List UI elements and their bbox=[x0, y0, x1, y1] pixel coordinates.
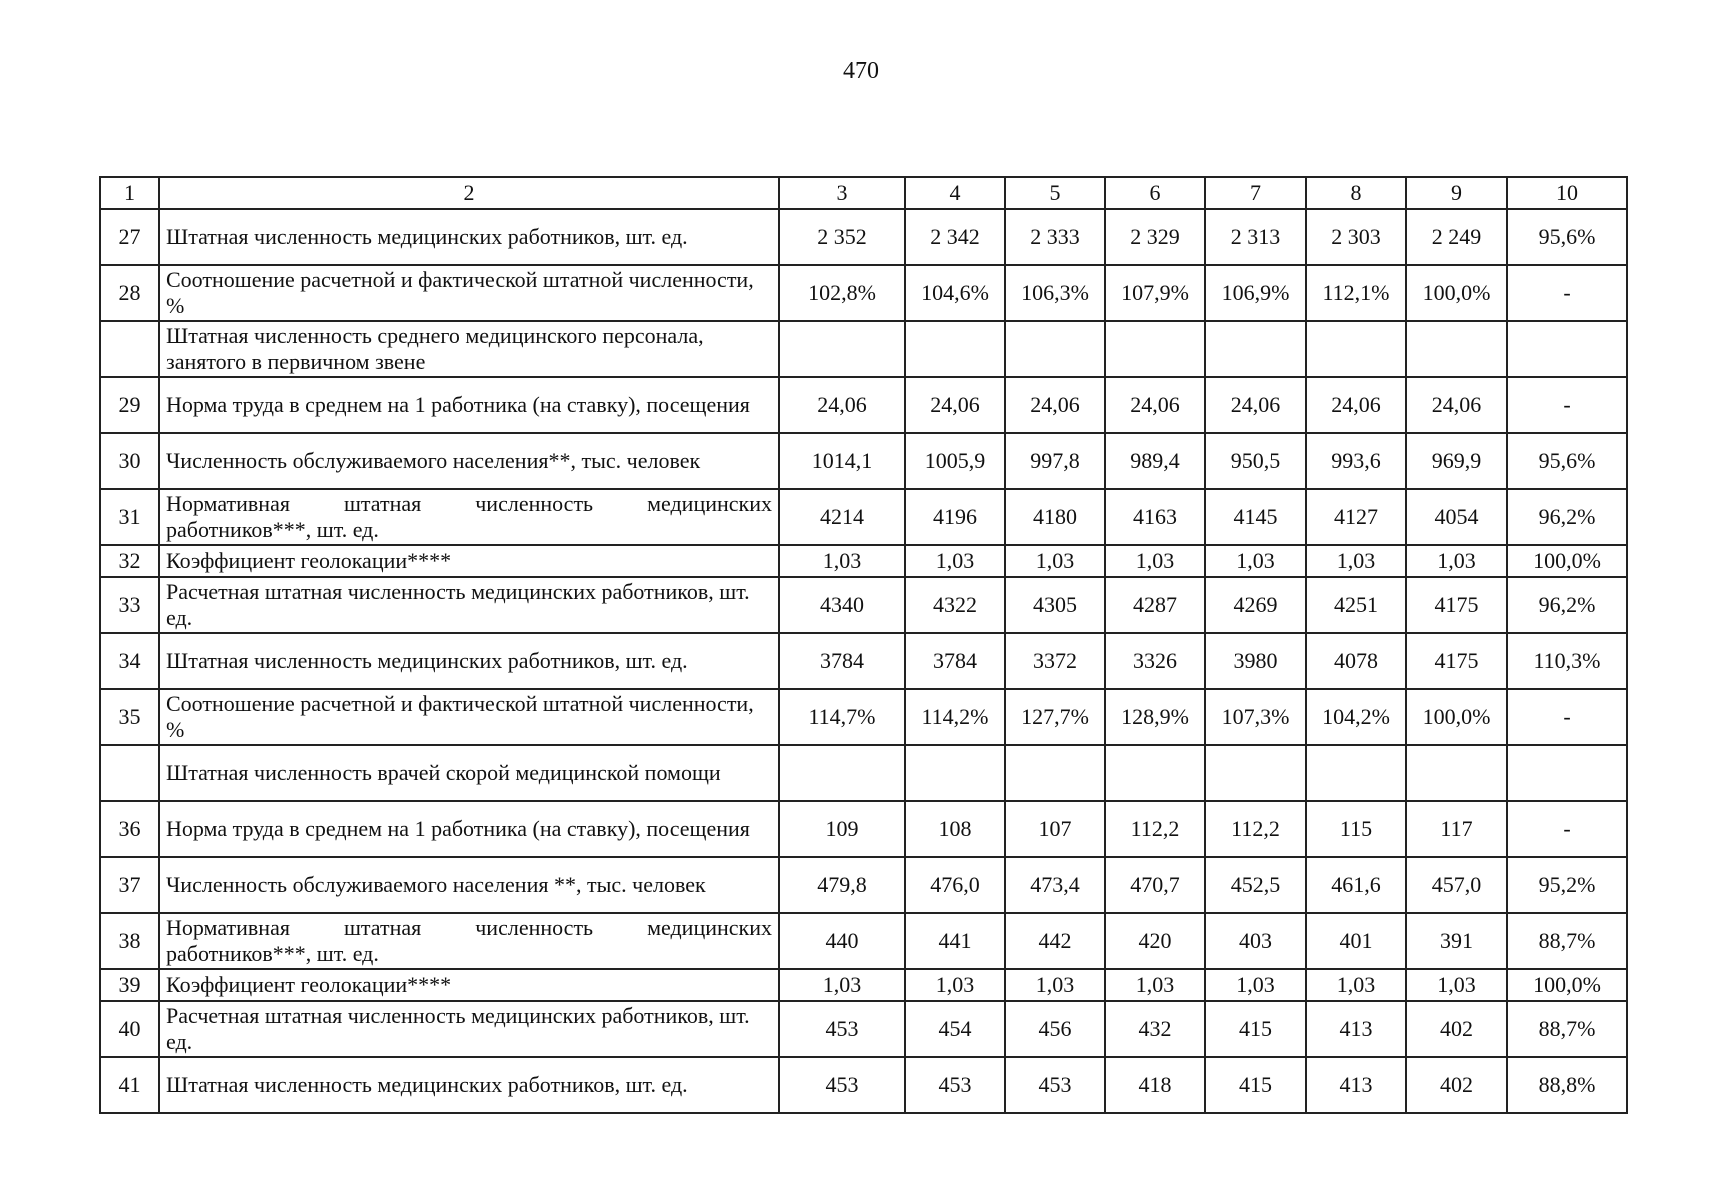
row-value-cell: 440 bbox=[779, 913, 905, 969]
row-description: Соотношение расчетной и фактической штатной численности, % bbox=[159, 689, 779, 745]
row-value-cell: 24,06 bbox=[1306, 377, 1406, 433]
row-number: 29 bbox=[100, 377, 159, 433]
row-value-cell: 1,03 bbox=[1406, 969, 1507, 1001]
row-value-cell: 4054 bbox=[1406, 489, 1507, 545]
row-value-cell: 969,9 bbox=[1406, 433, 1507, 489]
row-description: Коэффициент геолокации**** bbox=[159, 969, 779, 1001]
table-row bbox=[100, 1057, 1627, 1113]
row-value-cell: 107 bbox=[1005, 801, 1105, 857]
row-ratio-cell: 110,3% bbox=[1507, 633, 1627, 689]
row-value-cell: 109 bbox=[779, 801, 905, 857]
row-ratio-cell: 88,7% bbox=[1507, 1001, 1627, 1057]
row-value-cell: 4078 bbox=[1306, 633, 1406, 689]
row-ratio-cell: - bbox=[1507, 689, 1627, 745]
row-value-cell bbox=[1105, 745, 1205, 801]
row-ratio-cell: - bbox=[1507, 377, 1627, 433]
row-value-cell: 1,03 bbox=[1205, 545, 1306, 577]
row-value-cell: 107,9% bbox=[1105, 265, 1205, 321]
row-value-cell: 4340 bbox=[779, 577, 905, 633]
column-header: 3 bbox=[779, 177, 905, 209]
row-value-cell: 100,0% bbox=[1406, 689, 1507, 745]
row-number: 32 bbox=[100, 545, 159, 577]
row-value-cell: 453 bbox=[1005, 1057, 1105, 1113]
row-value-cell: 457,0 bbox=[1406, 857, 1507, 913]
row-value-cell: 993,6 bbox=[1306, 433, 1406, 489]
row-description: Штатная численность среднего медицинского персонала, занятого в первичном звене bbox=[159, 321, 779, 377]
row-value-cell: 1014,1 bbox=[779, 433, 905, 489]
column-header: 5 bbox=[1005, 177, 1105, 209]
row-value-cell bbox=[1205, 321, 1306, 377]
row-ratio-cell: 95,2% bbox=[1507, 857, 1627, 913]
row-value-cell: 415 bbox=[1205, 1001, 1306, 1057]
row-number: 33 bbox=[100, 577, 159, 633]
table-row bbox=[100, 377, 1627, 433]
row-value-cell: 112,1% bbox=[1306, 265, 1406, 321]
staffing-table bbox=[99, 176, 1628, 1114]
row-value-cell: 1,03 bbox=[1306, 969, 1406, 1001]
row-value-cell: 1,03 bbox=[779, 969, 905, 1001]
row-value-cell bbox=[1005, 745, 1105, 801]
row-value-cell: 3372 bbox=[1005, 633, 1105, 689]
row-value-cell: 4251 bbox=[1306, 577, 1406, 633]
row-value-cell: 117 bbox=[1406, 801, 1507, 857]
row-value-cell: 391 bbox=[1406, 913, 1507, 969]
row-value-cell: 24,06 bbox=[1105, 377, 1205, 433]
row-value-cell: 4287 bbox=[1105, 577, 1205, 633]
row-description: Нормативная штатная численность медицинских работников***, шт. ед. bbox=[159, 489, 779, 545]
row-value-cell: 4145 bbox=[1205, 489, 1306, 545]
row-ratio-cell bbox=[1507, 321, 1627, 377]
row-number: 39 bbox=[100, 969, 159, 1001]
row-value-cell: 4127 bbox=[1306, 489, 1406, 545]
row-value-cell: 104,6% bbox=[905, 265, 1005, 321]
row-description: Коэффициент геолокации**** bbox=[159, 545, 779, 577]
column-header: 9 bbox=[1406, 177, 1507, 209]
row-value-cell: 114,2% bbox=[905, 689, 1005, 745]
row-value-cell: 24,06 bbox=[779, 377, 905, 433]
row-value-cell: 128,9% bbox=[1105, 689, 1205, 745]
row-value-cell: 453 bbox=[779, 1057, 905, 1113]
row-value-cell: 441 bbox=[905, 913, 1005, 969]
row-value-cell: 4180 bbox=[1005, 489, 1105, 545]
row-value-cell: 4175 bbox=[1406, 633, 1507, 689]
row-value-cell: 4196 bbox=[905, 489, 1005, 545]
row-value-cell: 461,6 bbox=[1306, 857, 1406, 913]
row-value-cell: 106,3% bbox=[1005, 265, 1105, 321]
row-value-cell: 989,4 bbox=[1105, 433, 1205, 489]
row-description: Штатная численность медицинских работников, шт. ед. bbox=[159, 633, 779, 689]
row-value-cell: 2 352 bbox=[779, 209, 905, 265]
row-value-cell: 454 bbox=[905, 1001, 1005, 1057]
row-value-cell bbox=[1105, 321, 1205, 377]
row-value-cell: 470,7 bbox=[1105, 857, 1205, 913]
row-value-cell: 413 bbox=[1306, 1001, 1406, 1057]
row-description: Штатная численность врачей скорой медицинской помощи bbox=[159, 745, 779, 801]
row-value-cell: 1005,9 bbox=[905, 433, 1005, 489]
row-description: Нормативная штатная численность медицинских работников***, шт. ед. bbox=[159, 913, 779, 969]
row-value-cell: 100,0% bbox=[1406, 265, 1507, 321]
row-value-cell: 2 342 bbox=[905, 209, 1005, 265]
row-value-cell bbox=[779, 745, 905, 801]
row-description: Численность обслуживаемого населения **, тыс. человек bbox=[159, 857, 779, 913]
row-value-cell: 114,7% bbox=[779, 689, 905, 745]
row-value-cell: 4269 bbox=[1205, 577, 1306, 633]
row-value-cell: 1,03 bbox=[1005, 545, 1105, 577]
row-ratio-cell: 96,2% bbox=[1507, 577, 1627, 633]
row-description: Расчетная штатная численность медицинских работников, шт. ед. bbox=[159, 1001, 779, 1057]
row-value-cell: 1,03 bbox=[1005, 969, 1105, 1001]
row-value-cell: 4305 bbox=[1005, 577, 1105, 633]
row-value-cell: 479,8 bbox=[779, 857, 905, 913]
row-number: 40 bbox=[100, 1001, 159, 1057]
row-value-cell: 24,06 bbox=[1005, 377, 1105, 433]
row-description: Штатная численность медицинских работников, шт. ед. bbox=[159, 209, 779, 265]
row-number bbox=[100, 745, 159, 801]
row-value-cell: 2 303 bbox=[1306, 209, 1406, 265]
table-row bbox=[100, 689, 1627, 745]
row-value-cell: 442 bbox=[1005, 913, 1105, 969]
row-value-cell: 4214 bbox=[779, 489, 905, 545]
row-value-cell: 456 bbox=[1005, 1001, 1105, 1057]
row-value-cell: 107,3% bbox=[1205, 689, 1306, 745]
row-value-cell: 106,9% bbox=[1205, 265, 1306, 321]
row-value-cell: 4175 bbox=[1406, 577, 1507, 633]
column-header: 1 bbox=[100, 177, 159, 209]
row-value-cell: 2 333 bbox=[1005, 209, 1105, 265]
row-value-cell: 102,8% bbox=[779, 265, 905, 321]
row-value-cell: 108 bbox=[905, 801, 1005, 857]
row-value-cell: 1,03 bbox=[1406, 545, 1507, 577]
row-number: 36 bbox=[100, 801, 159, 857]
table-row bbox=[100, 209, 1627, 265]
row-value-cell bbox=[905, 321, 1005, 377]
row-value-cell: 4163 bbox=[1105, 489, 1205, 545]
row-ratio-cell: - bbox=[1507, 265, 1627, 321]
table-row bbox=[100, 745, 1627, 801]
row-number: 30 bbox=[100, 433, 159, 489]
row-value-cell: 453 bbox=[905, 1057, 1005, 1113]
row-number: 27 bbox=[100, 209, 159, 265]
row-value-cell: 413 bbox=[1306, 1057, 1406, 1113]
row-ratio-cell: 88,8% bbox=[1507, 1057, 1627, 1113]
row-value-cell: 1,03 bbox=[905, 969, 1005, 1001]
column-header: 7 bbox=[1205, 177, 1306, 209]
row-description: Норма труда в среднем на 1 работника (на ставку), посещения bbox=[159, 377, 779, 433]
page-number: 470 bbox=[843, 58, 879, 84]
table-row bbox=[100, 321, 1627, 377]
row-value-cell: 997,8 bbox=[1005, 433, 1105, 489]
row-value-cell: 403 bbox=[1205, 913, 1306, 969]
row-ratio-cell bbox=[1507, 745, 1627, 801]
row-ratio-cell: 96,2% bbox=[1507, 489, 1627, 545]
row-value-cell: 1,03 bbox=[1205, 969, 1306, 1001]
row-number: 35 bbox=[100, 689, 159, 745]
row-number: 41 bbox=[100, 1057, 159, 1113]
row-number bbox=[100, 321, 159, 377]
row-value-cell bbox=[1205, 745, 1306, 801]
row-value-cell: 24,06 bbox=[1406, 377, 1507, 433]
row-value-cell: 452,5 bbox=[1205, 857, 1306, 913]
row-value-cell bbox=[1306, 745, 1406, 801]
row-value-cell: 3980 bbox=[1205, 633, 1306, 689]
row-ratio-cell: 88,7% bbox=[1507, 913, 1627, 969]
row-value-cell: 2 249 bbox=[1406, 209, 1507, 265]
table-row bbox=[100, 633, 1627, 689]
row-value-cell: 24,06 bbox=[1205, 377, 1306, 433]
row-value-cell bbox=[779, 321, 905, 377]
row-value-cell: 1,03 bbox=[905, 545, 1005, 577]
row-value-cell: 420 bbox=[1105, 913, 1205, 969]
table-row bbox=[100, 265, 1627, 321]
row-value-cell bbox=[1306, 321, 1406, 377]
table-body bbox=[100, 209, 1627, 1113]
column-header-row bbox=[100, 177, 1627, 209]
row-value-cell: 401 bbox=[1306, 913, 1406, 969]
row-value-cell: 476,0 bbox=[905, 857, 1005, 913]
row-value-cell: 1,03 bbox=[1306, 545, 1406, 577]
row-value-cell: 2 313 bbox=[1205, 209, 1306, 265]
row-value-cell: 3326 bbox=[1105, 633, 1205, 689]
row-value-cell: 3784 bbox=[905, 633, 1005, 689]
row-ratio-cell: 100,0% bbox=[1507, 969, 1627, 1001]
table-row bbox=[100, 545, 1627, 577]
row-description: Норма труда в среднем на 1 работника (на ставку), посещения bbox=[159, 801, 779, 857]
row-value-cell: 402 bbox=[1406, 1001, 1507, 1057]
row-value-cell bbox=[1406, 745, 1507, 801]
row-value-cell: 473,4 bbox=[1005, 857, 1105, 913]
column-header: 4 bbox=[905, 177, 1005, 209]
row-ratio-cell: 100,0% bbox=[1507, 545, 1627, 577]
row-ratio-cell: 95,6% bbox=[1507, 209, 1627, 265]
column-header: 8 bbox=[1306, 177, 1406, 209]
row-value-cell: 1,03 bbox=[1105, 545, 1205, 577]
row-value-cell bbox=[905, 745, 1005, 801]
row-number: 37 bbox=[100, 857, 159, 913]
row-description: Расчетная штатная численность медицинских работников, шт. ед. bbox=[159, 577, 779, 633]
row-value-cell: 24,06 bbox=[905, 377, 1005, 433]
row-value-cell: 432 bbox=[1105, 1001, 1205, 1057]
row-ratio-cell: 95,6% bbox=[1507, 433, 1627, 489]
row-value-cell: 1,03 bbox=[779, 545, 905, 577]
column-header: 2 bbox=[159, 177, 779, 209]
row-value-cell: 950,5 bbox=[1205, 433, 1306, 489]
row-ratio-cell: - bbox=[1507, 801, 1627, 857]
row-value-cell: 402 bbox=[1406, 1057, 1507, 1113]
row-description: Соотношение расчетной и фактической штатной численности, % bbox=[159, 265, 779, 321]
row-number: 38 bbox=[100, 913, 159, 969]
column-header: 6 bbox=[1105, 177, 1205, 209]
row-value-cell: 453 bbox=[779, 1001, 905, 1057]
table-row bbox=[100, 1001, 1627, 1057]
row-value-cell bbox=[1005, 321, 1105, 377]
row-value-cell: 418 bbox=[1105, 1057, 1205, 1113]
row-description: Штатная численность медицинских работников, шт. ед. bbox=[159, 1057, 779, 1113]
row-value-cell: 112,2 bbox=[1105, 801, 1205, 857]
row-value-cell: 415 bbox=[1205, 1057, 1306, 1113]
table-row bbox=[100, 577, 1627, 633]
row-value-cell: 115 bbox=[1306, 801, 1406, 857]
table-row bbox=[100, 857, 1627, 913]
row-value-cell: 104,2% bbox=[1306, 689, 1406, 745]
row-value-cell: 1,03 bbox=[1105, 969, 1205, 1001]
row-value-cell: 112,2 bbox=[1205, 801, 1306, 857]
table-row bbox=[100, 433, 1627, 489]
row-value-cell: 3784 bbox=[779, 633, 905, 689]
row-value-cell: 127,7% bbox=[1005, 689, 1105, 745]
row-number: 31 bbox=[100, 489, 159, 545]
row-number: 34 bbox=[100, 633, 159, 689]
row-value-cell: 4322 bbox=[905, 577, 1005, 633]
table-row bbox=[100, 913, 1627, 969]
row-number: 28 bbox=[100, 265, 159, 321]
row-description: Численность обслуживаемого населения**, тыс. человек bbox=[159, 433, 779, 489]
row-value-cell bbox=[1406, 321, 1507, 377]
row-value-cell: 2 329 bbox=[1105, 209, 1205, 265]
table-row bbox=[100, 489, 1627, 545]
table-row bbox=[100, 969, 1627, 1001]
column-header: 10 bbox=[1507, 177, 1627, 209]
table-row bbox=[100, 801, 1627, 857]
